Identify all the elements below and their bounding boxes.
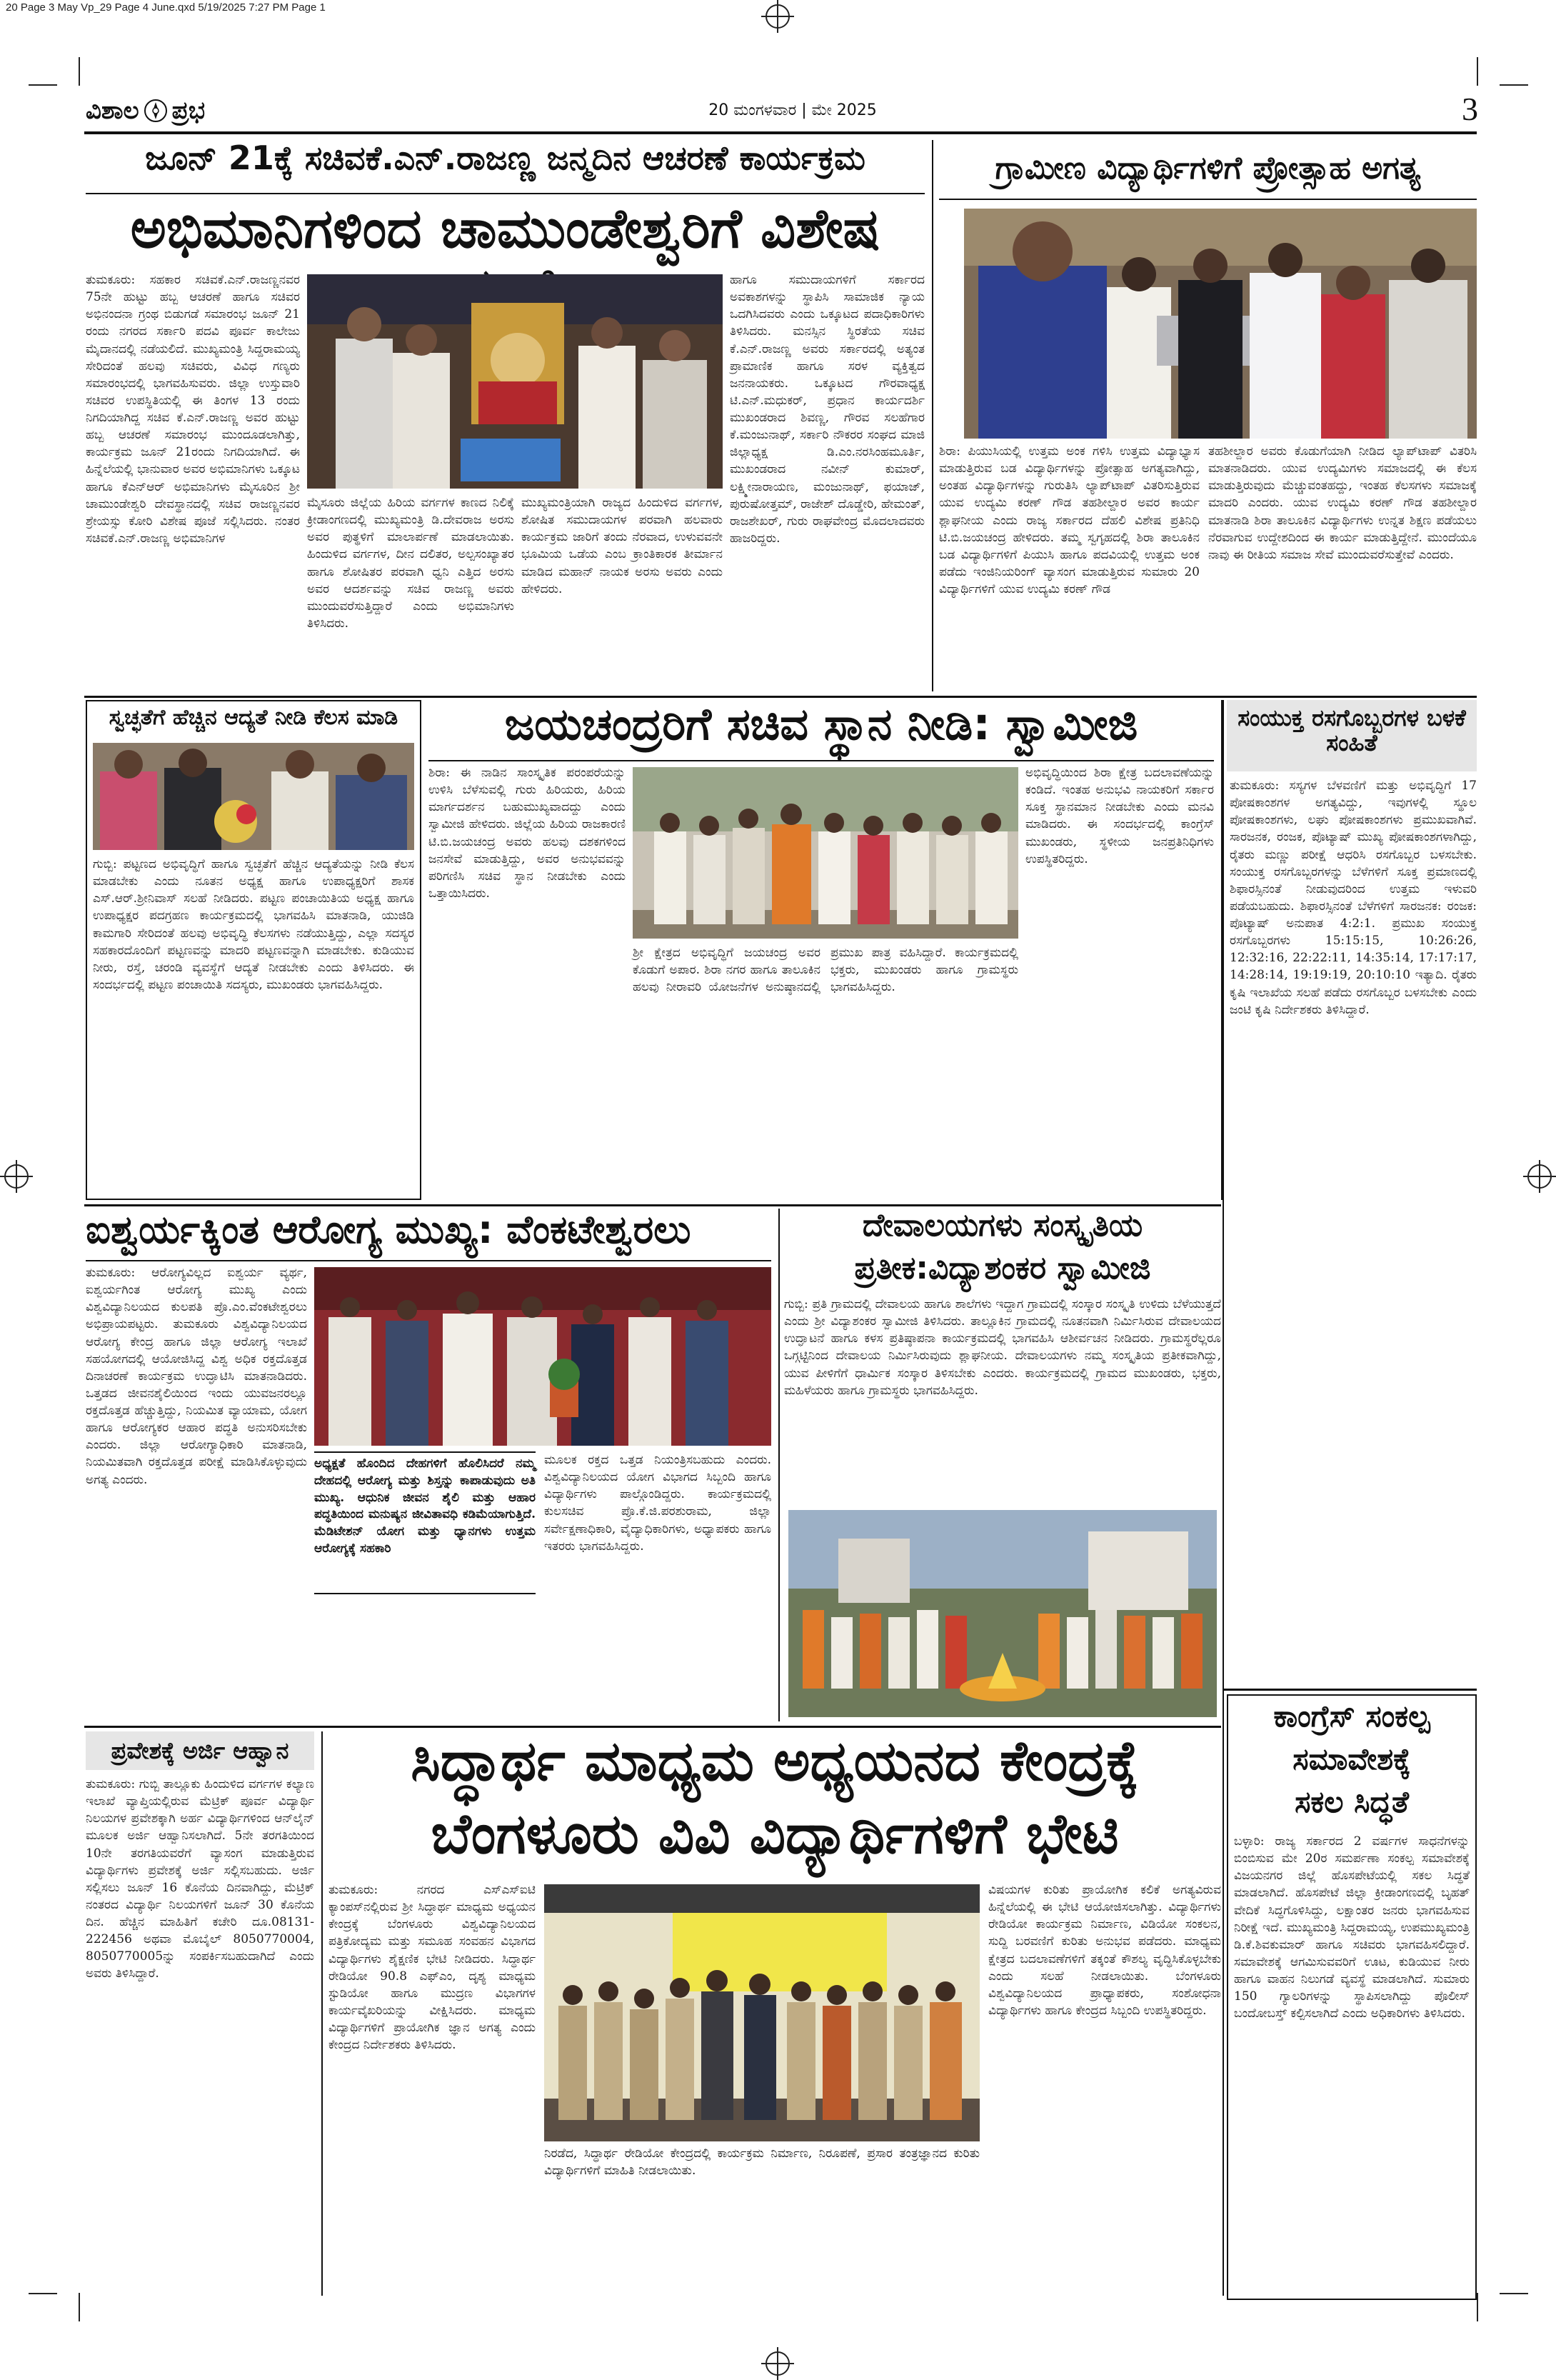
story2-column-1: ಶಿರಾ: ಪಿಯುಸಿಯಲ್ಲಿ ಉತ್ತಮ ಅಂಕ ಗಳಿಸಿ ಉತ್ತಮ ವಿದ್ಯಾಭ್ಯಾಸ ಮಾಡುತ್ತಿರುವ ಬಡ ವಿದ್ಯಾರ್ಥಿಗಳನ್ನು ಪ್ರೋತ್ಸಾಹ ಅಗತ್ಯವಾಗಿದ್ದು, ಅಂತಹ ವಿದ್ಯಾರ್ಥಿಗಳನ್ನು ಗುರುತಿಸಿ ಲ್ಯಾಪ್‌ಟಾಪ್ ವಿತರಿಸುತ್ತಿರುವ ಯುವ ಉದ್ಯಮಿ ಕರಣ್ ಗೌಡ ತಹಶೀಲ್ದಾರ ಅವರ ಕಾರ್ಯ ಶ್ಲಾಘನೀಯ ಎಂದು ರಾಜ್ಯ ಸರ್ಕಾರದ ದೆಹಲಿ ವಿಶೇಷ ಪ್ರತಿನಿಧಿ ಟಿ.ಬಿ.ಜಯಚಂದ್ರ ಹೇಳಿದರು. ತಮ್ಮ ಸ್ವಗೃಹದಲ್ಲಿ ಶಿರಾ ತಾಲೂಕಿನ ಬಡ ವಿದ್ಯಾರ್ಥಿಗಳಿಗೆ ಪಿಯುಸಿ ಹಾಗೂ ಪದವಿಯಲ್ಲಿ ಉತ್ತಮ ಅಂಕ ಪಡೆದು ಇಂಜಿನಿಯರಿಂಗ್ ವ್ಯಾಸಂಗ ಮಾಡುತ್ತಿರುವ ಸುಮಾರು 20 ವಿದ್ಯಾರ್ಥಿಗಳಿಗೆ ಯುವ ಉದ್ಯಮಿ ಕರಣ್ ಗೌಡ: [939, 444, 1200, 596]
story9-body: ತುಮಕೂರು: ಗುಬ್ಬಿ ತಾಲ್ಲೂಕು ಹಿಂದುಳಿದ ವರ್ಗಗಳ ಕಲ್ಯಾಣ ಇಲಾಖೆ ವ್ಯಾಪ್ತಿಯಲ್ಲಿರುವ ಮೆಟ್ರಿಕ್ ಪೂರ್ವ ವಿದ್ಯಾರ್ಥಿ ನಿಲಯಗಳ ಪ್ರವೇಶಕ್ಕಾಗಿ ಅರ್ಹ ವಿದ್ಯಾರ್ಥಿಗಳಿಂದ ಆನ್‌ಲೈನ್ ಮೂಲಕ ಅರ್ಜಿ ಆಹ್ವಾನಿಸಲಾಗಿದೆ. 5ನೇ ತರಗತಿಯಿಂದ 10ನೇ ತರಗತಿಯವರೆಗೆ ವ್ಯಾಸಂಗ ಮಾಡುತ್ತಿರುವ ವಿದ್ಯಾರ್ಥಿಗಳು ಪ್ರವೇಶಕ್ಕೆ ಅರ್ಜಿ ಸಲ್ಲಿಸಬಹುದು. ಅರ್ಜಿ ಸಲ್ಲಿಸಲು ಜೂನ್ 16 ಕೊನೆಯ ದಿನವಾಗಿದ್ದು, ಮೆಟ್ರಿಕ್ ನಂತರದ ವಿದ್ಯಾರ್ಥಿ ನಿಲಯಗಳಿಗೆ ಜೂನ್ 30 ಕೊನೆಯ ದಿನ. ಹೆಚ್ಚಿನ ಮಾಹಿತಿಗೆ ಕಚೇರಿ ದೂ.08131-222456 ಅಥವಾ ಮೊಬೈಲ್ 8050770004, 8050770005ನ್ನು ಸಂಪರ್ಕಿಸಬಹುದಾಗಿದೆ ಎಂದು ಅವರು ತಿಳಿಸಿದ್ದಾರೆ.: [86, 1777, 314, 1981]
story1-kicker: ಜೂನ್ 21ಕ್ಕೆ ಸಚಿವಕೆ.ಎನ್.ರಾಜಣ್ಣ ಜನ್ಮದಿನ ಆಚರಣೆ ಕಾರ್ಯಕ್ರಮ: [145, 139, 865, 177]
masthead-name-left: ವಿಶಾಲ: [86, 96, 139, 125]
crop-mark: [1500, 84, 1528, 86]
story2-photo-laptop-distribution: [964, 209, 1477, 439]
divider: [86, 193, 925, 194]
story8-headline-line1: ಕಾಂಗ್ರೆಸ್ ಸಂಕಲ್ಪ: [1273, 1699, 1430, 1734]
story8-headline-line2: ಸಮಾವೇಶಕ್ಕೆ: [1293, 1741, 1411, 1776]
story2-headline: ಗ್ರಾಮೀಣ ವಿದ್ಯಾರ್ಥಿಗಳಿಗೆ ಪ್ರೋತ್ಸಾಹ ಅಗತ್ಯ: [995, 150, 1421, 186]
story8-body: ಬಳ್ಳಾರಿ: ರಾಜ್ಯ ಸರ್ಕಾರದ 2 ವರ್ಷಗಳ ಸಾಧನೆಗಳನ್ನು ಬಿಂಬಿಸುವ ಮೇ 20ರ ಸಮರ್ಪಣಾ ಸಂಕಲ್ಪ ಸಮಾವೇಶಕ್ಕೆ ವಿಜಯನಗರ ಜಿಲ್ಲೆ ಹೊಸಪೇಟೆಯಲ್ಲಿ ಸಕಲ ಸಿದ್ಧತೆ ಮಾಡಲಾಗಿದೆ. ಹೊಸಪೇಟೆ ಜಿಲ್ಲಾ ಕ್ರೀಡಾಂಗಣದಲ್ಲಿ ಬೃಹತ್ ವೇದಿಕೆ ಸಿದ್ಧಗೊಳಿಸಿದ್ದು, ಲಕ್ಷಾಂತರ ಜನರು ಭಾಗವಹಿಸುವ ನಿರೀಕ್ಷೆ ಇದೆ. ಮುಖ್ಯಮಂತ್ರಿ ಸಿದ್ದರಾಮಯ್ಯ, ಉಪಮುಖ್ಯಮಂತ್ರಿ ಡಿ.ಕೆ.ಶಿವಕುಮಾರ್ ಹಾಗೂ ಸಚಿವರು ಭಾಗವಹಿಸಲಿದ್ದಾರೆ. ಸಮಾವೇಶಕ್ಕೆ ಆಗಮಿಸುವವರಿಗೆ ಊಟ, ಕುಡಿಯುವ ನೀರು ಹಾಗೂ ವಾಹನ ನಿಲುಗಡೆ ವ್ಯವಸ್ಥೆ ಮಾಡಲಾಗಿದೆ. ಸುಮಾರು 150 ಗ್ಯಾಲರಿಗಳನ್ನು ಸ್ಥಾಪಿಸಲಾಗಿದ್ದು ಪೊಲೀಸ್ ಬಂದೋಬಸ್ತ್ ಕಲ್ಪಿಸಲಾಗಿದೆ ಎಂದು ಅಧಿಕಾರಿಗಳು ತಿಳಿಸಿದರು.: [1234, 1834, 1470, 2021]
story2-column-2: ತಹಶೀಲ್ದಾರ ಅವರು ಕೊಡುಗೆಯಾಗಿ ನೀಡಿದ ಲ್ಯಾಪ್‌ಟಾಪ್ ವಿತರಿಸಿ ಮಾತನಾಡಿದರು. ಯುವ ಉದ್ಯಮಿಗಳು ಸಮಾಜದಲ್ಲಿ ಈ ಕೆಲಸ ಮಾಡುತ್ತಿರುವುದು ಮೆಚ್ಚುವಂತಹದ್ದು, ಇಂತಹ ಕೆಲಸಗಳು ಸಮಾಜಕ್ಕೆ ಮಾದರಿ ಎಂದರು. ಯುವ ಉದ್ಯಮಿ ಕರಣ್ ಗೌಡ ತಹಶೀಲ್ದಾರ ಮಾತನಾಡಿ ಶಿರಾ ತಾಲೂಕಿನ ವಿದ್ಯಾರ್ಥಿಗಳು ಉನ್ನತ ಶಿಕ್ಷಣ ಪಡೆಯಲು ನೆರವಾಗುವ ಉದ್ದೇಶದಿಂದ ಈ ಕಾರ್ಯ ಮಾಡುತ್ತಿದ್ದೇನೆ. ಮುಂದೆಯೂ ನಾವು ಈ ರೀತಿಯ ಸಮಾಜ ಸೇವೆ ಮುಂದುವರೆಸುತ್ತೇವೆ ಎಂದರು.: [1208, 444, 1477, 562]
column-rule: [321, 1731, 323, 2296]
masthead-rule: [84, 131, 1477, 134]
story10-headline-line2: ಬೆಂಗಳೂರು ವಿವಿ ವಿದ್ಯಾರ್ಥಿಗಳಿಗೆ ಭೇಟಿ: [431, 1802, 1119, 1866]
story1-column-2: ಮೈಸೂರು ಜಿಲ್ಲೆಯ ಹಿರಿಯ ವರ್ಗಗಳ ಕಾಣದ ನಿಲಿಕ್ಕೆ ಕ್ರೀಡಾಂಗಣದಲ್ಲಿ ಮುಖ್ಯಮಂತ್ರಿ ಡಿ.ದೇವರಾಜ ಅರಸು ಅವರ ಪುತ್ಥಳಿಗೆ ಮಾಲಾರ್ಪಣೆ ಮಾಡಲಾಯಿತು. ಹಿಂದುಳಿದ ವರ್ಗಗಳ, ದೀನ ದಲಿತರ, ಅಲ್ಪಸಂಖ್ಯಾತರ ಹಾಗೂ ಶೋಷಿತರ ಪರವಾಗಿ ಧ್ವನಿ ಎತ್ತಿದ ಅರಸು ಅವರ ಆದರ್ಶವನ್ನು ಸಚಿವ ರಾಜಣ್ಣ ಅವರು ಮುಂದುವರೆಸುತ್ತಿದ್ದಾರೆ ಎಂದು ಅಭಿಮಾನಿಗಳು ತಿಳಿಸಿದರು.: [307, 496, 514, 631]
story1-column-4: ಹಾಗೂ ಸಮುದಾಯಗಳಿಗೆ ಸರ್ಕಾರದ ಅವಕಾಶಗಳನ್ನು ಸ್ಥಾಪಿಸಿ ಸಾಮಾಜಿಕ ನ್ಯಾಯ ಒದಗಿಸಿದವರು ಎಂದು ಒಕ್ಕೂಟದ ಪದಾಧಿಕಾರಿಗಳು ತಿಳಿಸಿದರು. ಮನಸ್ಸಿನ ಸ್ಥಿರತೆಯ ಸಚಿವ ಕೆ.ಎನ್.ರಾಜಣ್ಣ ಅವರು ಸರ್ಕಾರದಲ್ಲಿ ಅತ್ಯಂತ ಪ್ರಾಮಾಣಿಕ ಹಾಗೂ ಸರಳ ವ್ಯಕ್ತಿತ್ವದ ಜನನಾಯಕರು. ಒಕ್ಕೂಟದ ಗೌರವಾಧ್ಯಕ್ಷ ಟಿ.ಎನ್.ಮಧುಕರ್, ಪ್ರಧಾನ ಕಾರ್ಯದರ್ಶಿ ಮುಖಂಡರಾದ ಶಿವಣ್ಣ, ಗೌರವ ಸಲಹೆಗಾರ ಕೆ.ಮಂಜುನಾಥ್, ಸರ್ಕಾರಿ ನೌಕರರ ಸಂಘದ ಮಾಜಿ ಜಿಲ್ಲಾಧ್ಯಕ್ಷ ಡಿ.ಎಂ.ನರಸಿಂಹಮೂರ್ತಿ, ಮುಖಂಡರಾದ ನವೀನ್ ಕುಮಾರ್, ಲಕ್ಷ್ಮೀನಾರಾಯಣ, ಮಂಜುನಾಥ್, ಫಯಾಜ್, ಪುರುಷೋತ್ತಮ್, ರಾಜೇಶ್ ದೊಡ್ಡೇರಿ, ಹೇಮಂತ್, ರಾಜಶೇಖರ್, ಗುರು ರಾಘವೇಂದ್ರ ಮೊದಲಾದವರು ಹಾಜರಿದ್ದರು.: [730, 273, 925, 546]
story4-column-1: ಶಿರಾ: ಈ ನಾಡಿನ ಸಾಂಸ್ಕೃತಿಕ ಪರಂಪರೆಯನ್ನು ಉಳಿಸಿ ಬೆಳೆಸುವಲ್ಲಿ ಗುರು ಹಿರಿಯರು, ಹಿರಿಯ ಮಾರ್ಗದರ್ಶನ ಬಹುಮುಖ್ಯವಾದದ್ದು ಎಂದು ಸ್ವಾಮೀಜಿ ಹೇಳಿದರು. ಜಿಲ್ಲೆಯ ಹಿರಿಯ ರಾಜಕಾರಣಿ ಟಿ.ಬಿ.ಜಯಚಂದ್ರ ಅವರು ಹಲವು ದಶಕಗಳಿಂದ ಜನಸೇವೆ ಮಾಡುತ್ತಿದ್ದು, ಅವರ ಅನುಭವವನ್ನು ಪರಿಗಣಿಸಿ ಸಚಿವ ಸ್ಥಾನ ನೀಡಬೇಕು ಎಂದು ಒತ್ತಾಯಿಸಿದರು.: [428, 766, 626, 901]
story6-column-2: ಮೂಲಕ ರಕ್ತದ ಒತ್ತಡ ನಿಯಂತ್ರಿಸಬಹುದು ಎಂದರು. ವಿಶ್ವವಿದ್ಯಾನಿಲಯದ ಯೋಗ ವಿಭಾಗದ ಸಿಬ್ಬಂದಿ ಹಾಗೂ ವಿದ್ಯಾರ್ಥಿಗಳು ಪಾಲ್ಗೊಂಡಿದ್ದರು. ಕಾರ್ಯಕ್ರಮದಲ್ಲಿ ಕುಲಸಚಿವ ಪ್ರೊ.ಕೆ.ಜಿ.ಪರಶುರಾಮ, ಜಿಲ್ಲಾ ಸರ್ವೇಕ್ಷಣಾಧಿಕಾರಿ, ವೈದ್ಯಾಧಿಕಾರಿಗಳು, ಅಧ್ಯಾಪಕರು ಹಾಗೂ ಇತರರು ಭಾಗವಹಿಸಿದ್ದರು.: [544, 1453, 771, 1554]
section-rule: [84, 1726, 1221, 1728]
masthead-logo: [86, 93, 343, 129]
story7-photo-temple-gathering: [788, 1510, 1217, 1717]
story7-headline-line1: ದೇವಾಲಯಗಳು ಸಂಸ್ಕೃತಿಯ: [862, 1207, 1143, 1244]
page-number: 3: [1462, 91, 1478, 127]
story10-headline-line1: ಸಿದ್ಧಾರ್ಥ ಮಾಧ್ಯಮ ಅಧ್ಯಯನದ ಕೇಂದ್ರಕ್ಕೆ: [411, 1729, 1139, 1794]
masthead-emblem-icon: [144, 99, 168, 123]
story1-column-3: ಮುಖ್ಯಮಂತ್ರಿಯಾಗಿ ರಾಜ್ಯದ ಹಿಂದುಳಿದ ವರ್ಗಗಳ, ಶೋಷಿತ ಸಮುದಾಯಗಳ ಪರವಾಗಿ ಹಲವಾರು ಕಾರ್ಯಕ್ರಮ ಜಾರಿಗೆ ತಂದು ನೆರವಾದ, ಉಳುವವನೇ ಭೂಮಿಯ ಒಡೆಯ ಎಂಬ ಕ್ರಾಂತಿಕಾರಕ ತೀರ್ಮಾನ ಮಾಡಿದ ಮಹಾನ್ ನಾಯಕ ಅರಸು ಅವರು ಎಂದು ಹೇಳಿದರು.: [521, 496, 723, 596]
registration-mark-left: [4, 1164, 29, 1189]
column-rule: [932, 140, 933, 691]
masthead-name-right: ಪ್ರಭ: [171, 96, 206, 125]
registration-mark-right: [1527, 1164, 1552, 1189]
story6-column-1: ತುಮಕೂರು: ಆರೋಗ್ಯವಿಲ್ಲದ ಐಶ್ವರ್ಯ ವ್ಯರ್ಥ, ಐಶ್ವರ್ಯಗಿಂತ ಆರೋಗ್ಯ ಮುಖ್ಯ ಎಂದು ವಿಶ್ವವಿದ್ಯಾನಿಲಯದ ಕುಲಪತಿ ಪ್ರೊ.ಎಂ.ವೆಂಕಟೇಶ್ವರಲು ಅಭಿಪ್ರಾಯಪಟ್ಟರು. ತುಮಕೂರು ವಿಶ್ವವಿದ್ಯಾನಿಲಯದ ಆರೋಗ್ಯ ಕೇಂದ್ರ ಹಾಗೂ ಜಿಲ್ಲಾ ಆರೋಗ್ಯ ಇಲಾಖೆ ಸಹಯೋಗದಲ್ಲಿ ಆಯೋಜಿಸಿದ್ದ ವಿಶ್ವ ಅಧಿಕ ರಕ್ತದೊತ್ತಡ ದಿನಾಚರಣೆ ಕಾರ್ಯಕ್ರಮ ಉದ್ಘಾಟಿಸಿ ಮಾತನಾಡಿದರು. ಒತ್ತಡದ ಜೀವನಶೈಲಿಯಿಂದ ಇಂದು ಯುವಜನರಲ್ಲೂ ರಕ್ತದೊತ್ತಡ ಹೆಚ್ಚುತ್ತಿದ್ದು, ನಿಯಮಿತ ವ್ಯಾಯಾಮ, ಯೋಗ ಹಾಗೂ ಆರೋಗ್ಯಕರ ಆಹಾರ ಪದ್ಧತಿ ಅನುಸರಿಸಬೇಕು ಎಂದರು. ಜಿಲ್ಲಾ ಆರೋಗ್ಯಾಧಿಕಾರಿ ಮಾತನಾಡಿ, ನಿಯಮಿತವಾಗಿ ರಕ್ತದೊತ್ತಡ ಪರೀಕ್ಷೆ ಮಾಡಿಸಿಕೊಳ್ಳುವುದು ಅಗತ್ಯ ಎಂದರು.: [86, 1266, 307, 1487]
crop-mark: [79, 57, 80, 86]
story10-photo-students-visit: [544, 1884, 980, 2141]
column-rule: [1223, 700, 1224, 2296]
crop-mark: [79, 2293, 80, 2321]
story4-headline: ಜಯಚಂದ್ರರಿಗೆ ಸಚಿವ ಸ್ಥಾನ ನೀಡಿ: ಸ್ವಾಮೀಜಿ: [504, 698, 1138, 750]
story3-body: ಗುಬ್ಬಿ: ಪಟ್ಟಣದ ಅಭಿವೃದ್ಧಿಗೆ ಹಾಗೂ ಸ್ವಚ್ಛತೆಗೆ ಹೆಚ್ಚಿನ ಆದ್ಯತೆಯನ್ನು ನೀಡಿ ಕೆಲಸ ಮಾಡಬೇಕು ಎಂದು ನೂತನ ಅಧ್ಯಕ್ಷ ಹಾಗೂ ಉಪಾಧ್ಯಕ್ಷರಿಗೆ ಶಾಸಕ ಎಸ್.ಆರ್.ಶ್ರೀನಿವಾಸ್ ಸಲಹೆ ನೀಡಿದರು. ಪಟ್ಟಣ ಪಂಚಾಯಿತಿಯ ಅಧ್ಯಕ್ಷ ಹಾಗೂ ಉಪಾಧ್ಯಕ್ಷರ ಪದಗ್ರಹಣ ಕಾರ್ಯಕ್ರಮದಲ್ಲಿ ಭಾಗವಹಿಸಿ ಮಾತನಾಡಿ, ಯುಜಿಡಿ ಕಾಮಗಾರಿ ಸೇರಿದಂತೆ ಹಲವು ಅಭಿವೃದ್ಧಿ ಕೆಲಸಗಳು ನಡೆಯುತ್ತಿದ್ದು, ಎಲ್ಲಾ ಸದಸ್ಯರ ಸಹಕಾರದೊಂದಿಗೆ ಪಟ್ಟಣವನ್ನು ಮಾದರಿ ಪಟ್ಟಣವನ್ನಾಗಿ ಮಾಡಬೇಕು. ಕುಡಿಯುವ ನೀರು, ರಸ್ತೆ, ಚರಂಡಿ ವ್ಯವಸ್ಥೆಗೆ ಆದ್ಯತೆ ನೀಡಬೇಕು ಎಂದು ತಿಳಿಸಿದರು. ಈ ಸಂದರ್ಭದಲ್ಲಿ ಪಟ್ಟಣ ಪಂಚಾಯಿತಿ ಸದಸ್ಯರು, ಮುಖಂಡರು ಭಾಗವಹಿಸಿದ್ದರು.: [93, 857, 414, 992]
registration-mark-top: [766, 4, 790, 29]
divider: [86, 1260, 771, 1261]
print-slug: 20 Page 3 May Vp_29 Page 4 June.qxd 5/19/2025 7:27 PM Page 1: [6, 1, 326, 14]
story10-column-1: ತುಮಕೂರು: ನಗರದ ಎಸ್‌ಎಸ್‌ಐಟಿ ಕ್ಯಾಂಪಸ್‌ನಲ್ಲಿರುವ ಶ್ರೀ ಸಿದ್ಧಾರ್ಥ ಮಾಧ್ಯಮ ಅಧ್ಯಯನ ಕೇಂದ್ರಕ್ಕೆ ಬೆಂಗಳೂರು ವಿಶ್ವವಿದ್ಯಾನಿಲಯದ ಪತ್ರಿಕೋದ್ಯಮ ಮತ್ತು ಸಮೂಹ ಸಂವಹನ ವಿಭಾಗದ ವಿದ್ಯಾರ್ಥಿಗಳು ಶೈಕ್ಷಣಿಕ ಭೇಟಿ ನೀಡಿದರು. ಸಿದ್ಧಾರ್ಥ ರೇಡಿಯೋ 90.8 ಎಫ್‌ಎಂ, ದೃಶ್ಯ ಮಾಧ್ಯಮ ಸ್ಟುಡಿಯೋ ಹಾಗೂ ಮುದ್ರಣ ವಿಭಾಗಗಳ ಕಾರ್ಯವೈಖರಿಯನ್ನು ವೀಕ್ಷಿಸಿದರು. ಮಾಧ್ಯಮ ವಿದ್ಯಾರ್ಥಿಗಳಿಗೆ ಪ್ರಾಯೋಗಿಕ ಜ್ಞಾನ ಅಗತ್ಯ ಎಂದು ಕೇಂದ್ರದ ನಿರ್ದೇಶಕರು ತಿಳಿಸಿದರು.: [328, 1883, 536, 2053]
story8-headline-line3: ಸಕಲ ಸಿದ್ಧತೆ: [1295, 1784, 1409, 1819]
crop-mark: [29, 84, 57, 86]
story5-body: ತುಮಕೂರು: ಸಸ್ಯಗಳ ಬೆಳವಣಿಗೆ ಮತ್ತು ಅಭಿವೃದ್ಧಿಗೆ 17 ಪೋಷಕಾಂಶಗಳ ಅಗತ್ಯವಿದ್ದು, ಇವುಗಳಲ್ಲಿ ಸ್ಥೂಲ ಪೋಷಕಾಂಶಗಳು, ಲಘು ಪೋಷಕಾಂಶಗಳು ಪ್ರಮುಖವಾಗಿವೆ. ಸಾರಜನಕ, ರಂಜಕ, ಪೊಟ್ಯಾಷ್ ಮುಖ್ಯ ಪೋಷಕಾಂಶಗಳಾಗಿದ್ದು, ರೈತರು ಮಣ್ಣು ಪರೀಕ್ಷೆ ಆಧರಿಸಿ ರಸಗೊಬ್ಬರ ಬಳಸಬೇಕು. ಸಂಯುಕ್ತ ರಸಗೊಬ್ಬರಗಳನ್ನು ಬೆಳೆಗಳಿಗೆ ಸೂಕ್ತ ಪ್ರಮಾಣದಲ್ಲಿ ಶಿಫಾರಸ್ಸಿನಂತೆ ನೀಡುವುದರಿಂದ ಉತ್ತಮ ಇಳುವರಿ ಪಡೆಯಬಹುದು. ಶಿಫಾರಸ್ಸಿನಂತೆ ಬೆಳೆಗಳಿಗೆ ಸಾರಜನಕ: ರಂಜಕ: ಪೊಟ್ಯಾಷ್ ಅನುಪಾತ 4:2:1. ಪ್ರಮುಖ ಸಂಯುಕ್ತ ರಸಗೊಬ್ಬರಗಳು 15:15:15, 10:26:26, 12:32:16, 22:22:11, 14:35:14, 17:17:17, 14:28:14, 19:19:19, 20:10:10 ಇತ್ಯಾದಿ. ರೈತರು ಕೃಷಿ ಇಲಾಖೆಯ ಸಲಹೆ ಪಡೆದು ರಸಗೊಬ್ಬರ ಬಳಸಬೇಕು ಎಂದು ಜಂಟಿ ಕೃಷಿ ನಿರ್ದೇಶಕರು ತಿಳಿಸಿದ್ದಾರೆ.: [1230, 779, 1477, 1017]
story10-caption: ನಿರಡೆದ, ಸಿದ್ಧಾರ್ಥ ರೇಡಿಯೋ ಕೇಂದ್ರದಲ್ಲಿ ಕಾರ್ಯಕ್ರಮ ನಿರ್ಮಾಣ, ನಿರೂಪಣೆ, ಪ್ರಸಾರ ತಂತ್ರಜ್ಞಾನದ ಕುರಿತು ವಿದ್ಯಾರ್ಥಿಗಳಿಗೆ ಮಾಹಿತಿ ನೀಡಲಾಯಿತು.: [544, 2146, 980, 2178]
story4-column-2: ಶ್ರೀ ಕ್ಷೇತ್ರದ ಅಭಿವೃದ್ಧಿಗೆ ಜಯಚಂದ್ರ ಅವರ ಕೊಡುಗೆ ಅಪಾರ. ಶಿರಾ ನಗರ ಹಾಗೂ ತಾಲೂಕಿನ ಹಲವು ನೀರಾವರಿ ಯೋಜನೆಗಳ ಅನುಷ್ಠಾನದಲ್ಲಿ ಪ್ರಮುಖ ಪಾತ್ರ ವಹಿಸಿದ್ದಾರೆ. ಕಾರ್ಯಕ್ರಮದಲ್ಲಿ ಭಕ್ತರು, ಮುಖಂಡರು ಹಾಗೂ ಗ್ರಾಮಸ್ಥರು ಭಾಗವಹಿಸಿದ್ದರು.: [633, 946, 1018, 995]
section-rule: [84, 1204, 1221, 1206]
story4-column-3: ಅಭಿವೃದ್ಧಿಯಿಂದ ಶಿರಾ ಕ್ಷೇತ್ರ ಬದಲಾವಣೆಯನ್ನು ಕಂಡಿದೆ. ಇಂತಹ ಅನುಭವಿ ನಾಯಕರಿಗೆ ಸರ್ಕಾರ ಸೂಕ್ತ ಸ್ಥಾನಮಾನ ನೀಡಬೇಕು ಎಂದು ಮನವಿ ಮಾಡಿದರು. ಈ ಸಂದರ್ಭದಲ್ಲಿ ಕಾಂಗ್ರೆಸ್ ಮುಖಂಡರು, ಸ್ಥಳೀಯ ಜನಪ್ರತಿನಿಧಿಗಳು ಉಪಸ್ಥಿತರಿದ್ದರು.: [1025, 766, 1214, 866]
crop-mark: [1500, 2293, 1528, 2294]
divider: [939, 199, 1477, 200]
story6-photo-health-event: [314, 1267, 771, 1446]
story3-headline: ಸ್ವಚ್ಛತೆಗೆ ಹೆಚ್ಚಿನ ಆದ್ಯತೆ ನೀಡಿ ಕೆಲಸ ಮಾಡಿ: [109, 705, 398, 730]
story9-headline: ಪ್ರವೇಶಕ್ಕೆ ಅರ್ಜಿ ಆಹ್ವಾನ: [86, 1731, 314, 1770]
crop-mark: [1477, 2293, 1478, 2321]
story1-headline: ಅಭಿಮಾನಿಗಳಿಂದ ಚಾಮುಂಡೇಶ್ವರಿಗೆ ವಿಶೇಷ: [130, 196, 880, 260]
story10-column-2: ವಿಷಯಗಳ ಕುರಿತು ಪ್ರಾಯೋಗಿಕ ಕಲಿಕೆ ಅಗತ್ಯವಿರುವ ಹಿನ್ನೆಲೆಯಲ್ಲಿ ಈ ಭೇಟಿ ಆಯೋಜಿಸಲಾಗಿತ್ತು. ವಿದ್ಯಾರ್ಥಿಗಳು ರೇಡಿಯೋ ಕಾರ್ಯಕ್ರಮ ನಿರ್ಮಾಣ, ವಿಡಿಯೋ ಸಂಕಲನ, ಸುದ್ದಿ ಬರವಣಿಗೆ ಕುರಿತು ಅನುಭವ ಪಡೆದರು. ಮಾಧ್ಯಮ ಕ್ಷೇತ್ರದ ಬದಲಾವಣೆಗಳಿಗೆ ತಕ್ಕಂತೆ ಕೌಶಲ್ಯ ವೃದ್ಧಿಸಿಕೊಳ್ಳಬೇಕು ಎಂದು ಸಲಹೆ ನೀಡಲಾಯಿತು. ಬೆಂಗಳೂರು ವಿಶ್ವವಿದ್ಯಾನಿಲಯದ ಪ್ರಾಧ್ಯಾಪಕರು, ಸಂಶೋಧನಾ ವಿದ್ಯಾರ್ಥಿಗಳು ಹಾಗೂ ಕೇಂದ್ರದ ಸಿಬ್ಬಂದಿ ಉಪಸ್ಥಿತರಿದ್ದರು.: [988, 1883, 1221, 2018]
section-rule: [1223, 1689, 1477, 1691]
dateline: 20 ಮಂಗಳವಾರ | ಮೇ 2025: [708, 101, 877, 119]
crop-mark: [1477, 57, 1478, 86]
story1-column-1: ತುಮಕೂರು: ಸಹಕಾರ ಸಚಿವಕೆ.ಎನ್.ರಾಜಣ್ಣನವರ 75ನೇ ಹುಟ್ಟು ಹಬ್ಬ ಆಚರಣೆ ಹಾಗೂ ಸಚಿವರ ಅಭಿನಂದನಾ ಗ್ರಂಥ ಬಿಡುಗಡೆ ಸಮಾರಂಭ ಜೂನ್ 21 ರಂದು ನಗರದ ಸರ್ಕಾರಿ ಪದವಿ ಪೂರ್ವ ಕಾಲೇಜು ಮೈದಾನದಲ್ಲಿ ನಡೆಯಲಿದೆ. ಮುಖ್ಯಮಂತ್ರಿ ಸಿದ್ದರಾಮಯ್ಯ ಸೇರಿದಂತೆ ಹಲವು ಸಚಿವರು, ವಿವಿಧ ಗಣ್ಯರು ಸಮಾರಂಭದಲ್ಲಿ ಭಾಗವಹಿಸುವರು. ಜಿಲ್ಲಾ ಉಸ್ತುವಾರಿ ಸಚಿವರ ಉಪಸ್ಥಿತಿಯಲ್ಲಿ ಈ ತಿಂಗಳ 13 ರಂದು ನಿಗದಿಯಾಗಿದ್ದ ಸಚಿವ ಕೆ.ಎನ್.ರಾಜಣ್ಣ ಅವರ ಹುಟ್ಟು ಹಬ್ಬ ಆಚರಣೆ ಸಮಾರಂಭ ಮುಂದೂಡಲಾಗಿತ್ತು, ಕಾರ್ಯಕ್ರಮ ಜೂನ್ 21ರಂದು ನಿಗದಿಯಾಗಿದೆ. ಈ ಹಿನ್ನೆಲೆಯಲ್ಲಿ ಭಾನುವಾರ ಅವರ ಅಭಿಮಾನಿಗಳು ಒಕ್ಕೂಟ ಹಾಗೂ ಕೆಎನ್‌ಆರ್ ಅಭಿಮಾನಿಗಳು ಮೈಸೂರಿನ ಶ್ರೀ ಚಾಮುಂಡೇಶ್ವರಿ ದೇವಸ್ಥಾನದಲ್ಲಿ ಸಚಿವ ರಾಜಣ್ಣನವರ ಶ್ರೇಯಸ್ಸು ಕೋರಿ ವಿಶೇಷ ಪೂಜೆ ಸಲ್ಲಿಸಿದರು. ನಂತರ ಸಚಿವಕೆ.ಎನ್.ರಾಜಣ್ಣ ಅಭಿಮಾನಿಗಳ: [86, 273, 300, 546]
story6-pull-quote: ಅಧ್ಯಕ್ಷತೆ ಹೊಂದಿದ ದೇಹಗಳಿಗೆ ಹೊಲಿಸಿದರೆ ನಮ್ಮ ದೇಹದಲ್ಲಿ ಆರೋಗ್ಯ ಮತ್ತು ಶಿಸ್ತನ್ನು ಕಾಪಾಡುವುದು ಅತಿ ಮುಖ್ಯ. ಆಧುನಿಕ ಜೀವನ ಶೈಲಿ ಮತ್ತು ಆಹಾರ ಪದ್ಧತಿಯಿಂದ ಮನುಷ್ಯನ ಜೀವಿತಾವಧಿ ಕಡಿಮೆಯಾಗುತ್ತಿದೆ. ಮೆಡಿಟೇಶನ್ ಯೋಗ ಮತ್ತು ಧ್ಯಾನಗಳು ಉತ್ತಮ ಆರೋಗ್ಯಕ್ಕೆ ಸಹಕಾರಿ: [314, 1451, 536, 1594]
column-rule: [778, 1209, 780, 1721]
crop-mark: [29, 2293, 57, 2294]
story3-photo-felicitation: [93, 743, 414, 850]
story7-headline-line2: ಪ್ರತೀಕ:ವಿದ್ಯಾಶಂಕರ ಸ್ವಾಮೀಜಿ: [854, 1250, 1151, 1286]
story6-headline: ಐಶ್ವರ್ಯಕ್ಕಿಂತ ಆರೋಗ್ಯ ಮುಖ್ಯ: ವೆಂಕಟೇಶ್ವರಲು: [86, 1207, 691, 1252]
story1-photo-temple-pooja: [307, 274, 723, 489]
story4-photo-swamiji-group: [633, 767, 1018, 939]
story5-headline: ಸಂಯುಕ್ತ ರಸಗೊಬ್ಬರಗಳ ಬಳಕೆ ಸಂಹಿತೆ: [1227, 700, 1477, 771]
story7-body: ಗುಬ್ಬಿ: ಪ್ರತಿ ಗ್ರಾಮದಲ್ಲಿ ದೇವಾಲಯ ಹಾಗೂ ಶಾಲೆಗಳು ಇದ್ದಾಗ ಗ್ರಾಮದಲ್ಲಿ ಸಂಸ್ಕಾರ ಸಂಸ್ಕೃತಿ ಉಳಿದು ಬೆಳೆಯುತ್ತದೆ ಎಂದು ಶ್ರೀ ವಿದ್ಯಾಶಂಕರ ಸ್ವಾಮೀಜಿ ತಿಳಿಸಿದರು. ತಾಲ್ಲೂಕಿನ ಗ್ರಾಮದಲ್ಲಿ ನೂತನವಾಗಿ ನಿರ್ಮಿಸಿರುವ ದೇವಾಲಯದ ಉದ್ಘಾಟನೆ ಹಾಗೂ ಕಳಸ ಪ್ರತಿಷ್ಠಾಪನಾ ಕಾರ್ಯಕ್ರಮದಲ್ಲಿ ಭಾಗವಹಿಸಿ ಆಶೀರ್ವಚನ ನೀಡಿದರು. ಗ್ರಾಮಸ್ಥರೆಲ್ಲರೂ ಒಗ್ಗಟ್ಟಿನಿಂದ ದೇವಾಲಯ ನಿರ್ಮಿಸಿರುವುದು ಶ್ಲಾಘನೀಯ. ದೇವಾಲಯಗಳು ನಮ್ಮ ಸಂಸ್ಕೃತಿಯ ಪ್ರತೀಕವಾಗಿದ್ದು, ಯುವ ಪೀಳಿಗೆಗೆ ಧಾರ್ಮಿಕ ಸಂಸ್ಕಾರ ತಿಳಿಸಬೇಕು ಎಂದರು. ಕಾರ್ಯಕ್ರಮದಲ್ಲಿ ಗ್ರಾಮದ ಮುಖಂಡರು, ಭಕ್ತರು, ಮಹಿಳೆಯರು ಹಾಗೂ ಗ್ರಾಮಸ್ಥರು ಭಾಗವಹಿಸಿದ್ದರು.: [784, 1297, 1221, 1398]
divider: [428, 760, 1214, 761]
registration-mark-bottom: [766, 2351, 790, 2376]
